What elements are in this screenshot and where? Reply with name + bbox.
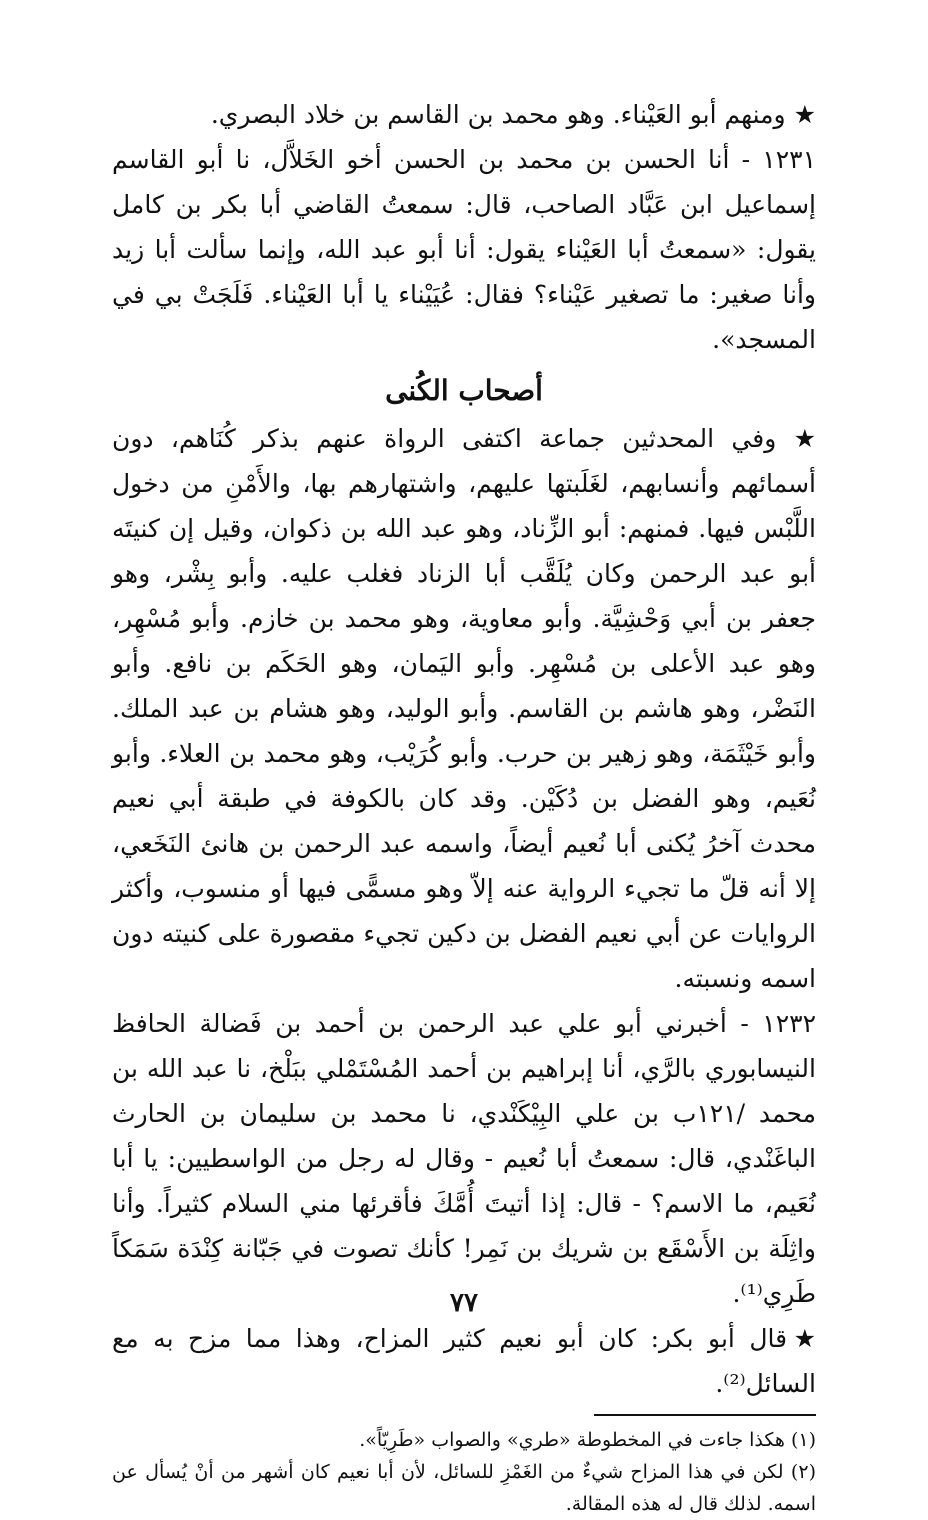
kuna-paragraph: ★ وفي المحدثين جماعة اكتفى الرواة عنهم بذكر كُنَاهم، دون أسمائهم وأنسابهم، لغَلَبتها عليهم، واشتهارهم بها، والأَمْنِ من دخول اللَّبْس فيها. فمنهم: أبو الزِّناد، وهو عبد الله بن ذكوان، وقيل إن كنيتَه أبو عبد الرحمن وكان يُلَقَّب أبا الزناد فغلب عليه. وأبو بِشْر، وهو جعفر بن أبي وَحْشِيَّة. وأبو معاوية، وهو محمد بن خازم. وأبو مُسْهِر، وهو عبد الأعلى بن مُسْهِر. وأبو اليَمان، وهو الحَكَم بن نافع. وأبو النَضْر، وهو هاشم بن القاسم. وأبو الوليد، وهو هشام بن عبد الملك. وأبو خَيْثَمَة، وهو زهير بن حرب. وأبو كُرَيْب، وهو محمد بن العلاء. وأبو نُعَيم، وهو الفضل بن دُكَيْن. وقد كان بالكوفة في طبقة أبي نعيم محدث آخرُ يُكنى أبا نُعيم أيضاً، واسمه عبد الرحمن بن هانئ النَخَعي، إلا أنه قلّ ما تجيء الرواية عنه إلاّ وهو مسمًّى فيها أو منسوب، وأكثر الروايات عن أبي نعيم الفضل بن دكين تجيء مقصورة على كنيته دون اسمه ونسبته. [112,424,817,993]
paragraph-1231: ١٢٣١ - أنا الحسن بن محمد بن الحسن أخو الخَلاَّل، نا أبو القاسم إسماعيل ابن عَبَّاد الصاحب، قال: سمعتُ القاضي أبا بكر بن كامل يقول: «سمعتُ أبا العَيْناء يقول: أنا أبو عبد الله، وإنما سألت أبا زيد وأنا صغير: ما تصغير عَيْناء؟ فقال: عُيَيْناء يا أبا العَيْناء. فَلَجَتْ بي في المسجد». [112,145,816,354]
footnote-2: (٢) لكن في هذا المزاح شيءٌ من الغَمْزِ للسائل، لأن أبا نعيم كان أشهر من أنْ يُسأل عن اسمه. لذلك قال له هذه المقالة. [112,1461,816,1515]
footnote-rule [594,1414,816,1416]
footnotes [112,1424,816,1520]
paragraph-1232: ١٢٣٢ - أخبرني أبو علي عبد الرحمن بن أحمد بن فَضالة الحافظ النيسابوري بالرَّي، أنا إبراهيم بن أحمد المُسْتَمْلي ببَلْخ، نا عبد الله بن محمد /١٢١ب بن علي البِيْكَنْدي، نا محمد بن سليمان بن الحارث الباغَنْدي، قال: سمعتُ أبا نُعيم - وقال له رجل من الواسطيين: يا أبا نُعَيم، ما الاسم؟ - قال: إذا أتيتَ أُمَّكَ فأقرئها مني السلام كثيراً. وأنا واثِلَة بن الأَسْقَع بن شريك بن نَمِر! كأنك تصوت في جَبّانة كِنْدَة سَمَكاً طَرِي⁽¹⁾. [112,1009,816,1308]
main-text [112,92,816,1406]
footnote-separator [112,1414,816,1416]
intro-line: ★ ومنهم أبو العَيْناء. وهو محمد بن القاسم بن خلاد البصري. [210,100,816,129]
section-heading: أصحاب الكُنى [385,374,543,407]
abu-bakr-line: ★قال أبو بكر: كان أبو نعيم كثير المزاح، وهذا مما مزح به مع السائل⁽²⁾. [112,1324,816,1398]
page-number: ٧٧ [450,1288,478,1318]
footnote-1: (١) هكذا جاءت في المخطوطة «طري» والصواب «طَرِيّاً». [359,1429,816,1451]
